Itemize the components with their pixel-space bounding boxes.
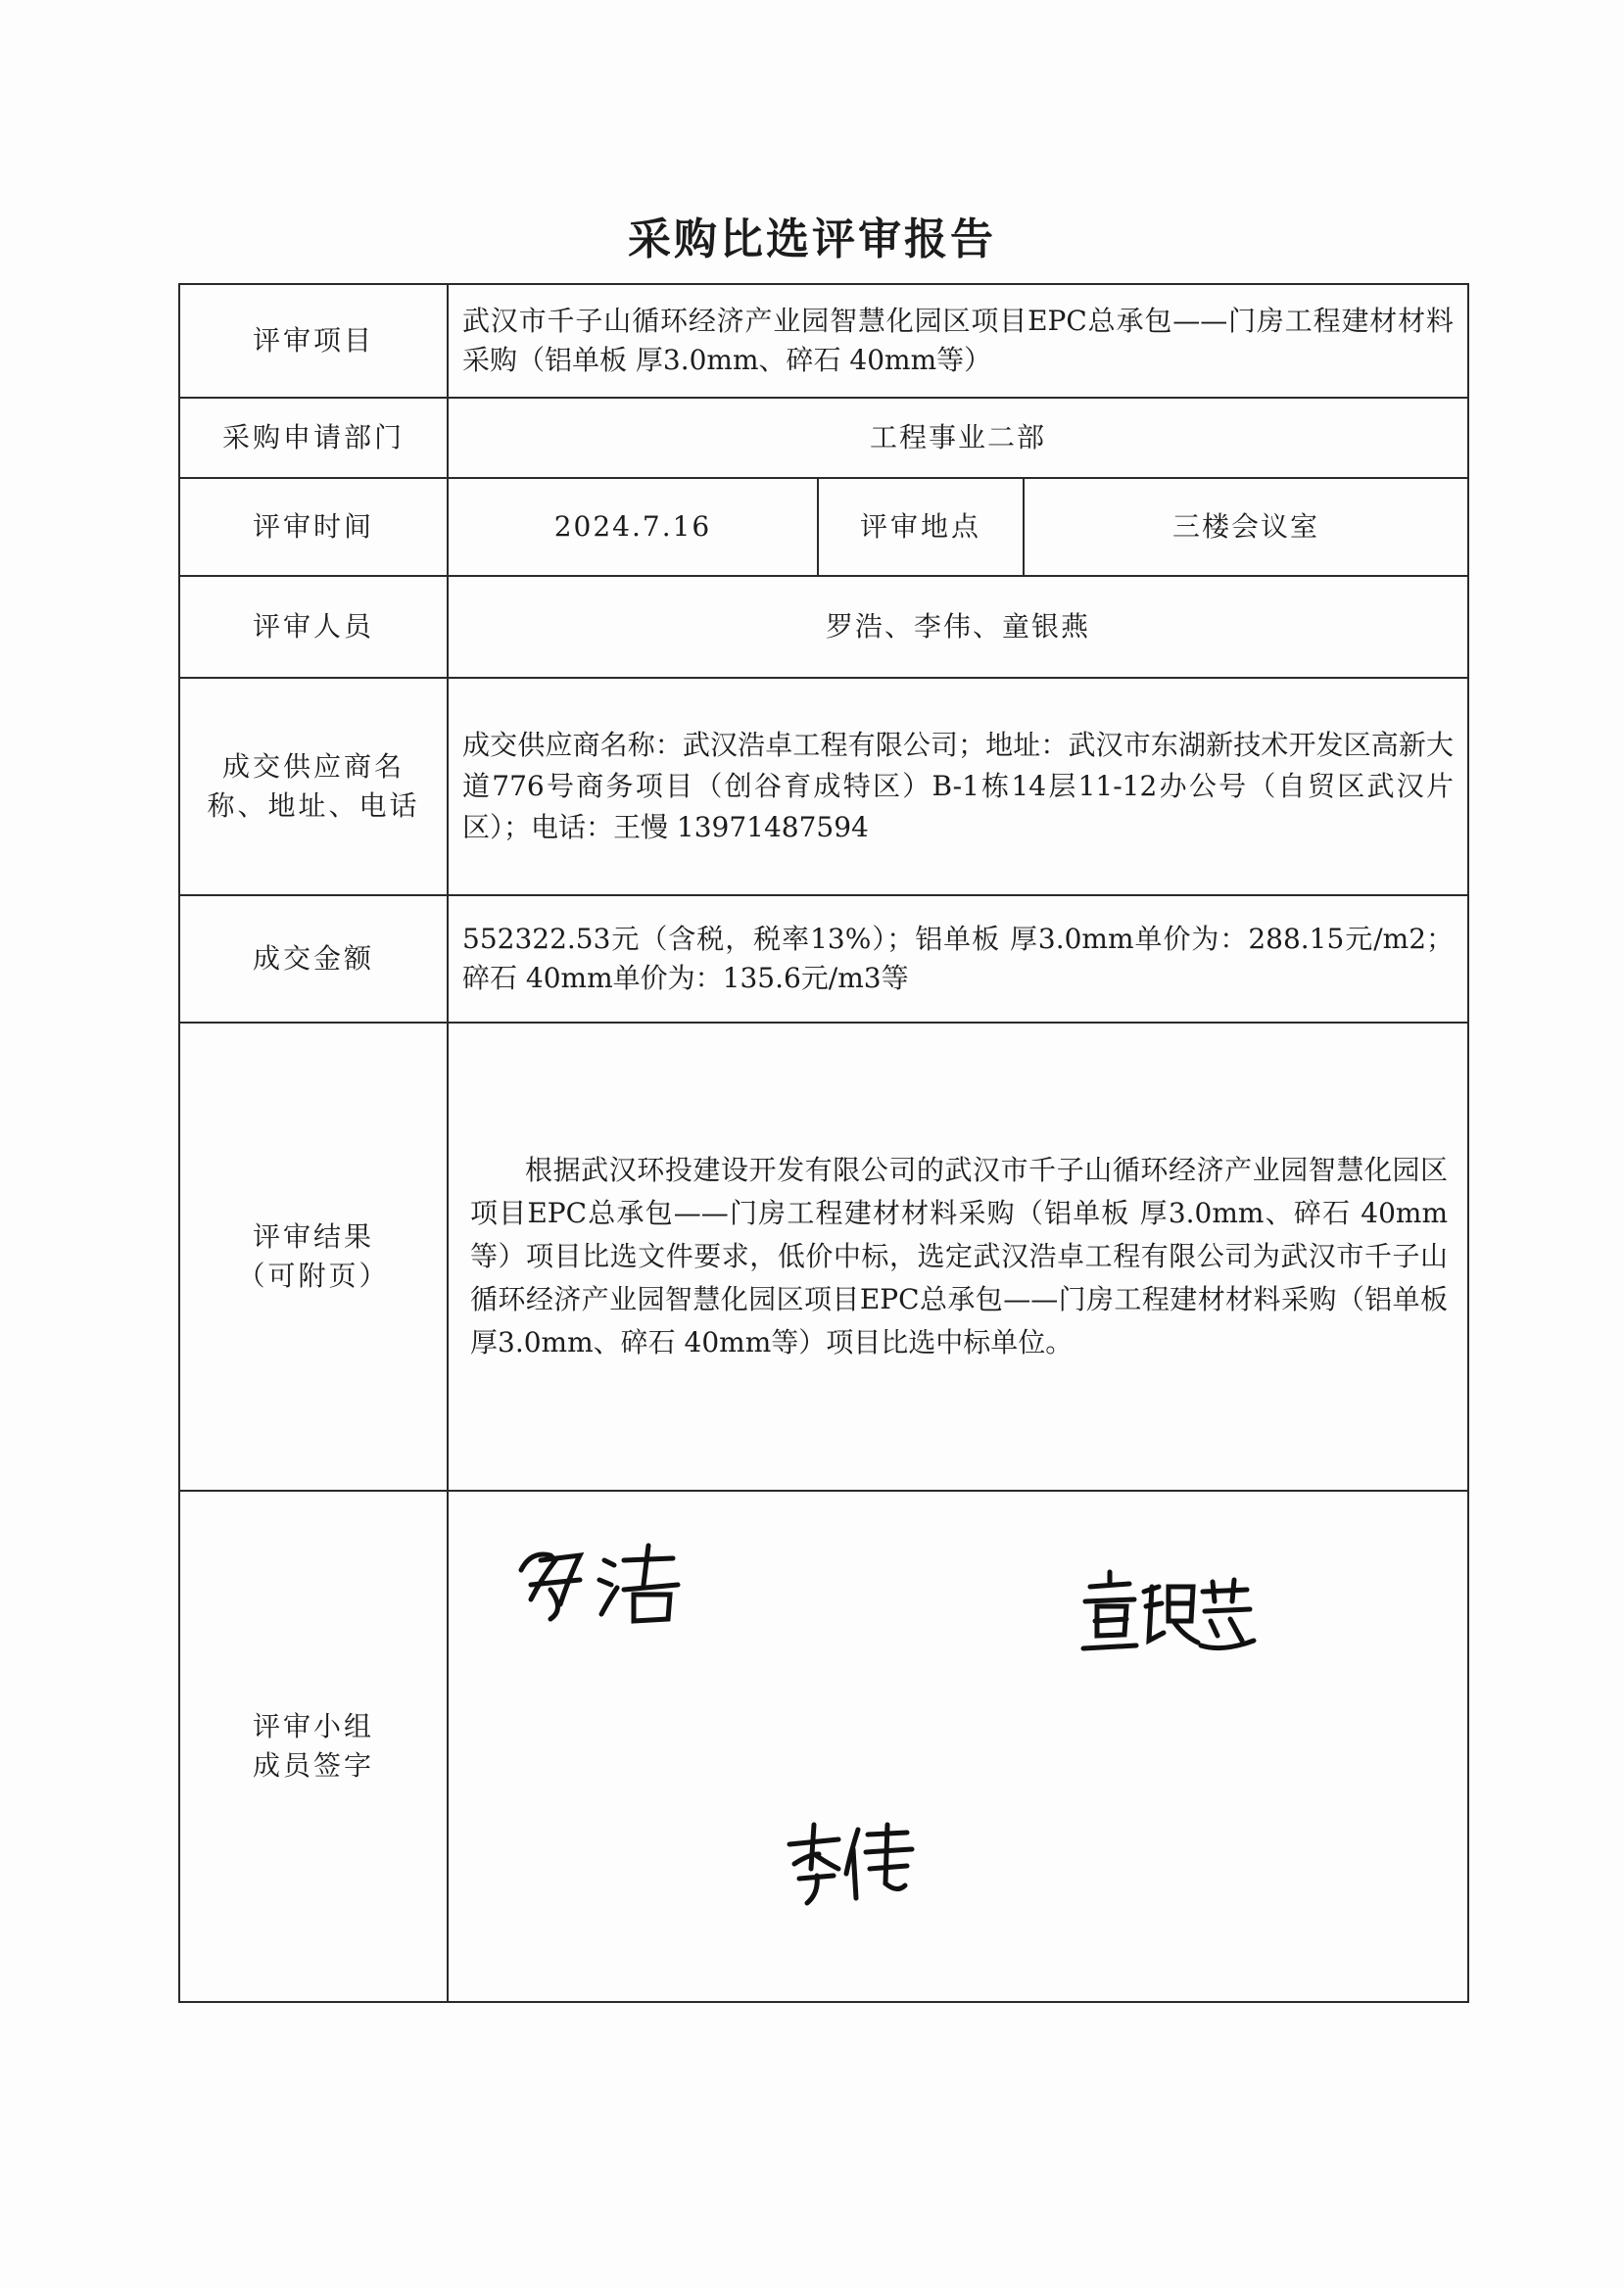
- supplier-label-line2: 称、地址、电话: [207, 789, 420, 822]
- amount-value: 552322.53元（含税，税率13%）；铝单板 厚3.0mm单价为：288.15元/m2；碎石 40mm单价为：135.6元/m3等: [448, 895, 1468, 1023]
- row-time-place: [179, 478, 1468, 576]
- row-reviewers: [179, 576, 1468, 678]
- department-value: 工程事业二部: [448, 398, 1468, 478]
- signature-luo-hao: [511, 1531, 707, 1629]
- signatures-label-line1: 评审小组: [252, 1710, 374, 1742]
- signature-tong-yinyan: [1075, 1562, 1262, 1655]
- document-title: 采购比选评审报告: [628, 214, 996, 264]
- signature-li-wei: [780, 1815, 927, 1908]
- result-paragraph: 根据武汉环投建设开发有限公司的武汉市千子山循环经济产业园智慧化园区项目EPC总承包——门房工程建材材料采购（铝单板 厚3.0mm、碎石 40mm等）项目比选文件要求，低价中标，选定武汉浩卓工程有限公司为武汉市千子山循环经济产业园智慧化园区项目EPC总承包——门房工程建材材料采购（铝单板 厚3.0mm、碎石 40mm等）项目比选中标单位。: [470, 1154, 1449, 1358]
- amount-label: 成交金额: [179, 895, 448, 1023]
- row-supplier: [179, 678, 1468, 895]
- signatures-label: [179, 1491, 448, 2002]
- result-label: [179, 1023, 448, 1491]
- review-report-table: [178, 283, 1469, 2003]
- supplier-label: [179, 678, 448, 895]
- row-department: [179, 398, 1468, 478]
- row-project: [179, 284, 1468, 398]
- time-value: 2024.7.16: [448, 478, 818, 576]
- row-amount: [179, 895, 1468, 1023]
- supplier-label-line1: 成交供应商名: [221, 750, 405, 783]
- result-label-line1: 评审结果: [252, 1220, 374, 1253]
- result-value: [448, 1023, 1468, 1491]
- row-signatures: [179, 1491, 1468, 2002]
- signatures-label-line2: 成员签字: [252, 1749, 374, 1782]
- row-result: [179, 1023, 1468, 1491]
- reviewers-label: 评审人员: [179, 576, 448, 678]
- supplier-value: 成交供应商名称：武汉浩卓工程有限公司；地址：武汉市东湖新技术开发区高新大道776号商务项目（创谷育成特区）B-1栋14层11-12办公号（自贸区武汉片区）；电话：王慢 13971487594: [448, 678, 1468, 895]
- result-label-line2: （可附页）: [237, 1260, 390, 1292]
- project-value: 武汉市千子山循环经济产业园智慧化园区项目EPC总承包——门房工程建材材料采购（铝单板 厚3.0mm、碎石 40mm等）: [448, 284, 1468, 398]
- time-label: 评审时间: [179, 478, 448, 576]
- place-value: 三楼会议室: [1024, 478, 1468, 576]
- project-label: 评审项目: [179, 284, 448, 398]
- place-label: 评审地点: [818, 478, 1024, 576]
- signatures-area: [448, 1491, 1468, 2002]
- department-label: 采购申请部门: [179, 398, 448, 478]
- reviewers-value: 罗浩、李伟、童银燕: [448, 576, 1468, 678]
